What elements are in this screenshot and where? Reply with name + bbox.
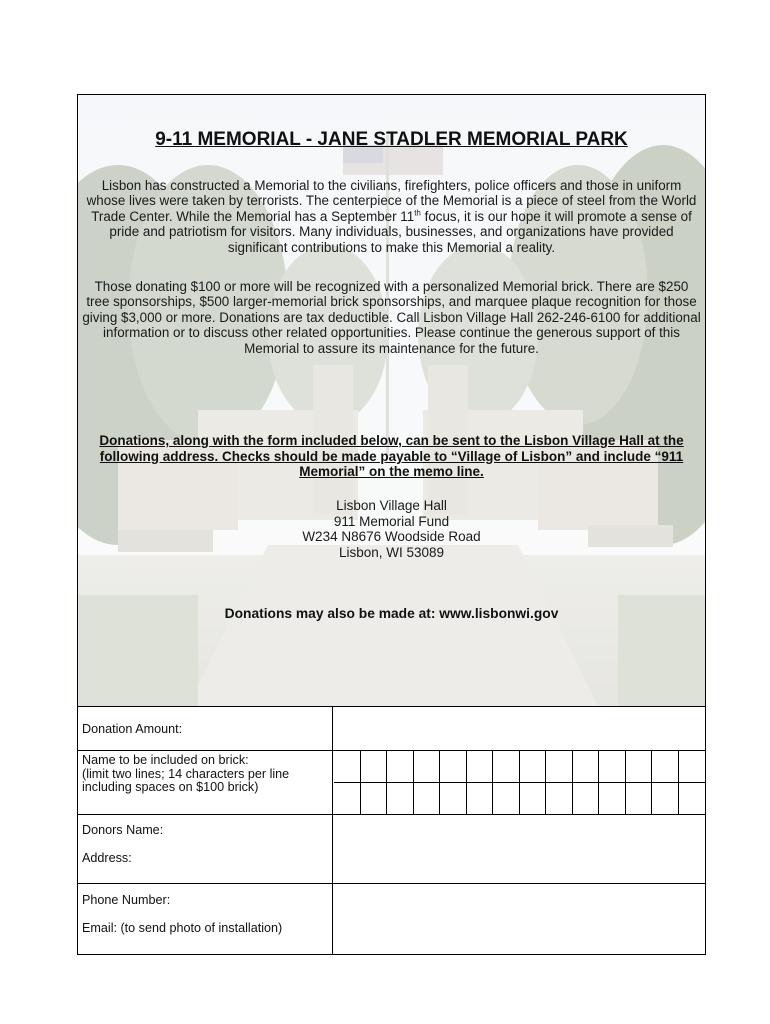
brick-character-cell[interactable] xyxy=(573,751,600,783)
brick-name-row xyxy=(78,751,705,815)
intro-text: Lisbon has constructed a Memorial to the civilians, firefighters, police officers and those in uniform whose lives were taken by terrorists. The centerpiece of the Memorial is a piece of steel from the World Trade Center. While the Memorial has a September 11 xyxy=(86,178,697,224)
brick-character-cell[interactable] xyxy=(546,783,573,815)
brick-character-cell[interactable] xyxy=(361,783,388,815)
contact-field[interactable] xyxy=(334,884,705,955)
online-donation-note: Donations may also be made at: www.lisbonwi.gov xyxy=(224,606,559,621)
donor-info-field[interactable] xyxy=(334,815,705,883)
brick-character-cell[interactable] xyxy=(493,751,520,783)
brick-character-cell[interactable] xyxy=(334,783,361,815)
address-line: Lisbon, WI 53089 xyxy=(338,544,445,560)
brick-character-cell[interactable] xyxy=(679,783,706,815)
brick-character-cell[interactable] xyxy=(520,783,547,815)
brick-character-cell[interactable] xyxy=(467,751,494,783)
address-line: Lisbon Village Hall xyxy=(336,498,447,513)
brick-character-cell[interactable] xyxy=(414,783,441,815)
brick-character-cell[interactable] xyxy=(573,783,600,815)
brick-character-cell[interactable] xyxy=(440,783,467,815)
flyer-content xyxy=(78,95,705,706)
phone-label: Phone Number: xyxy=(82,893,171,907)
brick-name-hint: (limit two lines; 14 characters per line xyxy=(82,766,290,781)
intro-paragraph xyxy=(82,178,701,255)
brick-character-cell[interactable] xyxy=(334,751,361,783)
brick-character-cell[interactable] xyxy=(493,783,520,815)
contact-row xyxy=(78,884,705,955)
ordinal-suffix: th xyxy=(414,208,421,218)
brick-character-cell[interactable] xyxy=(387,783,414,815)
intro-text-continued: focus, it is our hope it will promote a sense of pride and patriotism for visitors. Many individuals, businesses, and organizations have provided significant contributions to make this Memorial a reality. xyxy=(109,208,692,255)
flyer-frame xyxy=(77,94,706,955)
brick-character-cell[interactable] xyxy=(652,783,679,815)
brick-character-cell[interactable] xyxy=(599,751,626,783)
brick-character-cell[interactable] xyxy=(599,783,626,815)
brick-name-label: Name to be included on brick: xyxy=(82,753,249,767)
donors-name-label: Donors Name: xyxy=(82,823,164,837)
brick-character-cell[interactable] xyxy=(626,751,653,783)
donor-info-row xyxy=(78,815,705,884)
mailing-address xyxy=(78,498,705,560)
brick-name-label-block xyxy=(78,751,333,814)
address-label: Address: xyxy=(82,850,132,865)
donor-info-labels xyxy=(78,815,333,883)
brick-character-cell[interactable] xyxy=(361,751,388,783)
brick-character-grid xyxy=(334,751,705,814)
brick-character-cell[interactable] xyxy=(467,783,494,815)
donation-form xyxy=(78,706,705,954)
brick-character-cell[interactable] xyxy=(520,751,547,783)
sponsorship-paragraph: Those donating $100 or more will be recognized with a personalized Memorial brick. There are $250 tree sponsorships, $500 larger-memorial brick sponsorships, and marquee plaque recognition for those giving $3,000 or more. Donations are tax deductible. Call Lisbon Village Hall 262-246-6100 for additional information or to discuss other related opportunities. Please continue the generous support of this Memorial to assure its maintenance for the future. xyxy=(82,279,701,356)
donation-amount-row xyxy=(78,707,705,751)
email-label: Email: (to send photo of installation) xyxy=(82,920,283,935)
brick-character-cell[interactable] xyxy=(652,751,679,783)
mailing-instructions: Donations, along with the form included below, can be sent to the Lisbon Village Hall at the following address. Checks should be made payable to “Village of Lisbon” and include “911 Memorial” on the memo line. xyxy=(99,433,684,480)
donation-amount-field[interactable] xyxy=(334,707,705,750)
address-line: 911 Memorial Fund xyxy=(333,513,450,529)
brick-character-cell[interactable] xyxy=(387,751,414,783)
brick-character-cell[interactable] xyxy=(414,751,441,783)
flyer-title: 9-11 MEMORIAL - JANE STADLER MEMORIAL PARK xyxy=(155,129,628,150)
donation-amount-label: Donation Amount: xyxy=(78,707,333,750)
address-line: W234 N8676 Woodside Road xyxy=(302,529,481,545)
brick-character-cell[interactable] xyxy=(679,751,706,783)
contact-labels xyxy=(78,884,333,955)
brick-character-cell[interactable] xyxy=(546,751,573,783)
brick-character-cell[interactable] xyxy=(440,751,467,783)
brick-character-cell[interactable] xyxy=(626,783,653,815)
brick-name-hint: including spaces on $100 brick) xyxy=(82,780,259,795)
